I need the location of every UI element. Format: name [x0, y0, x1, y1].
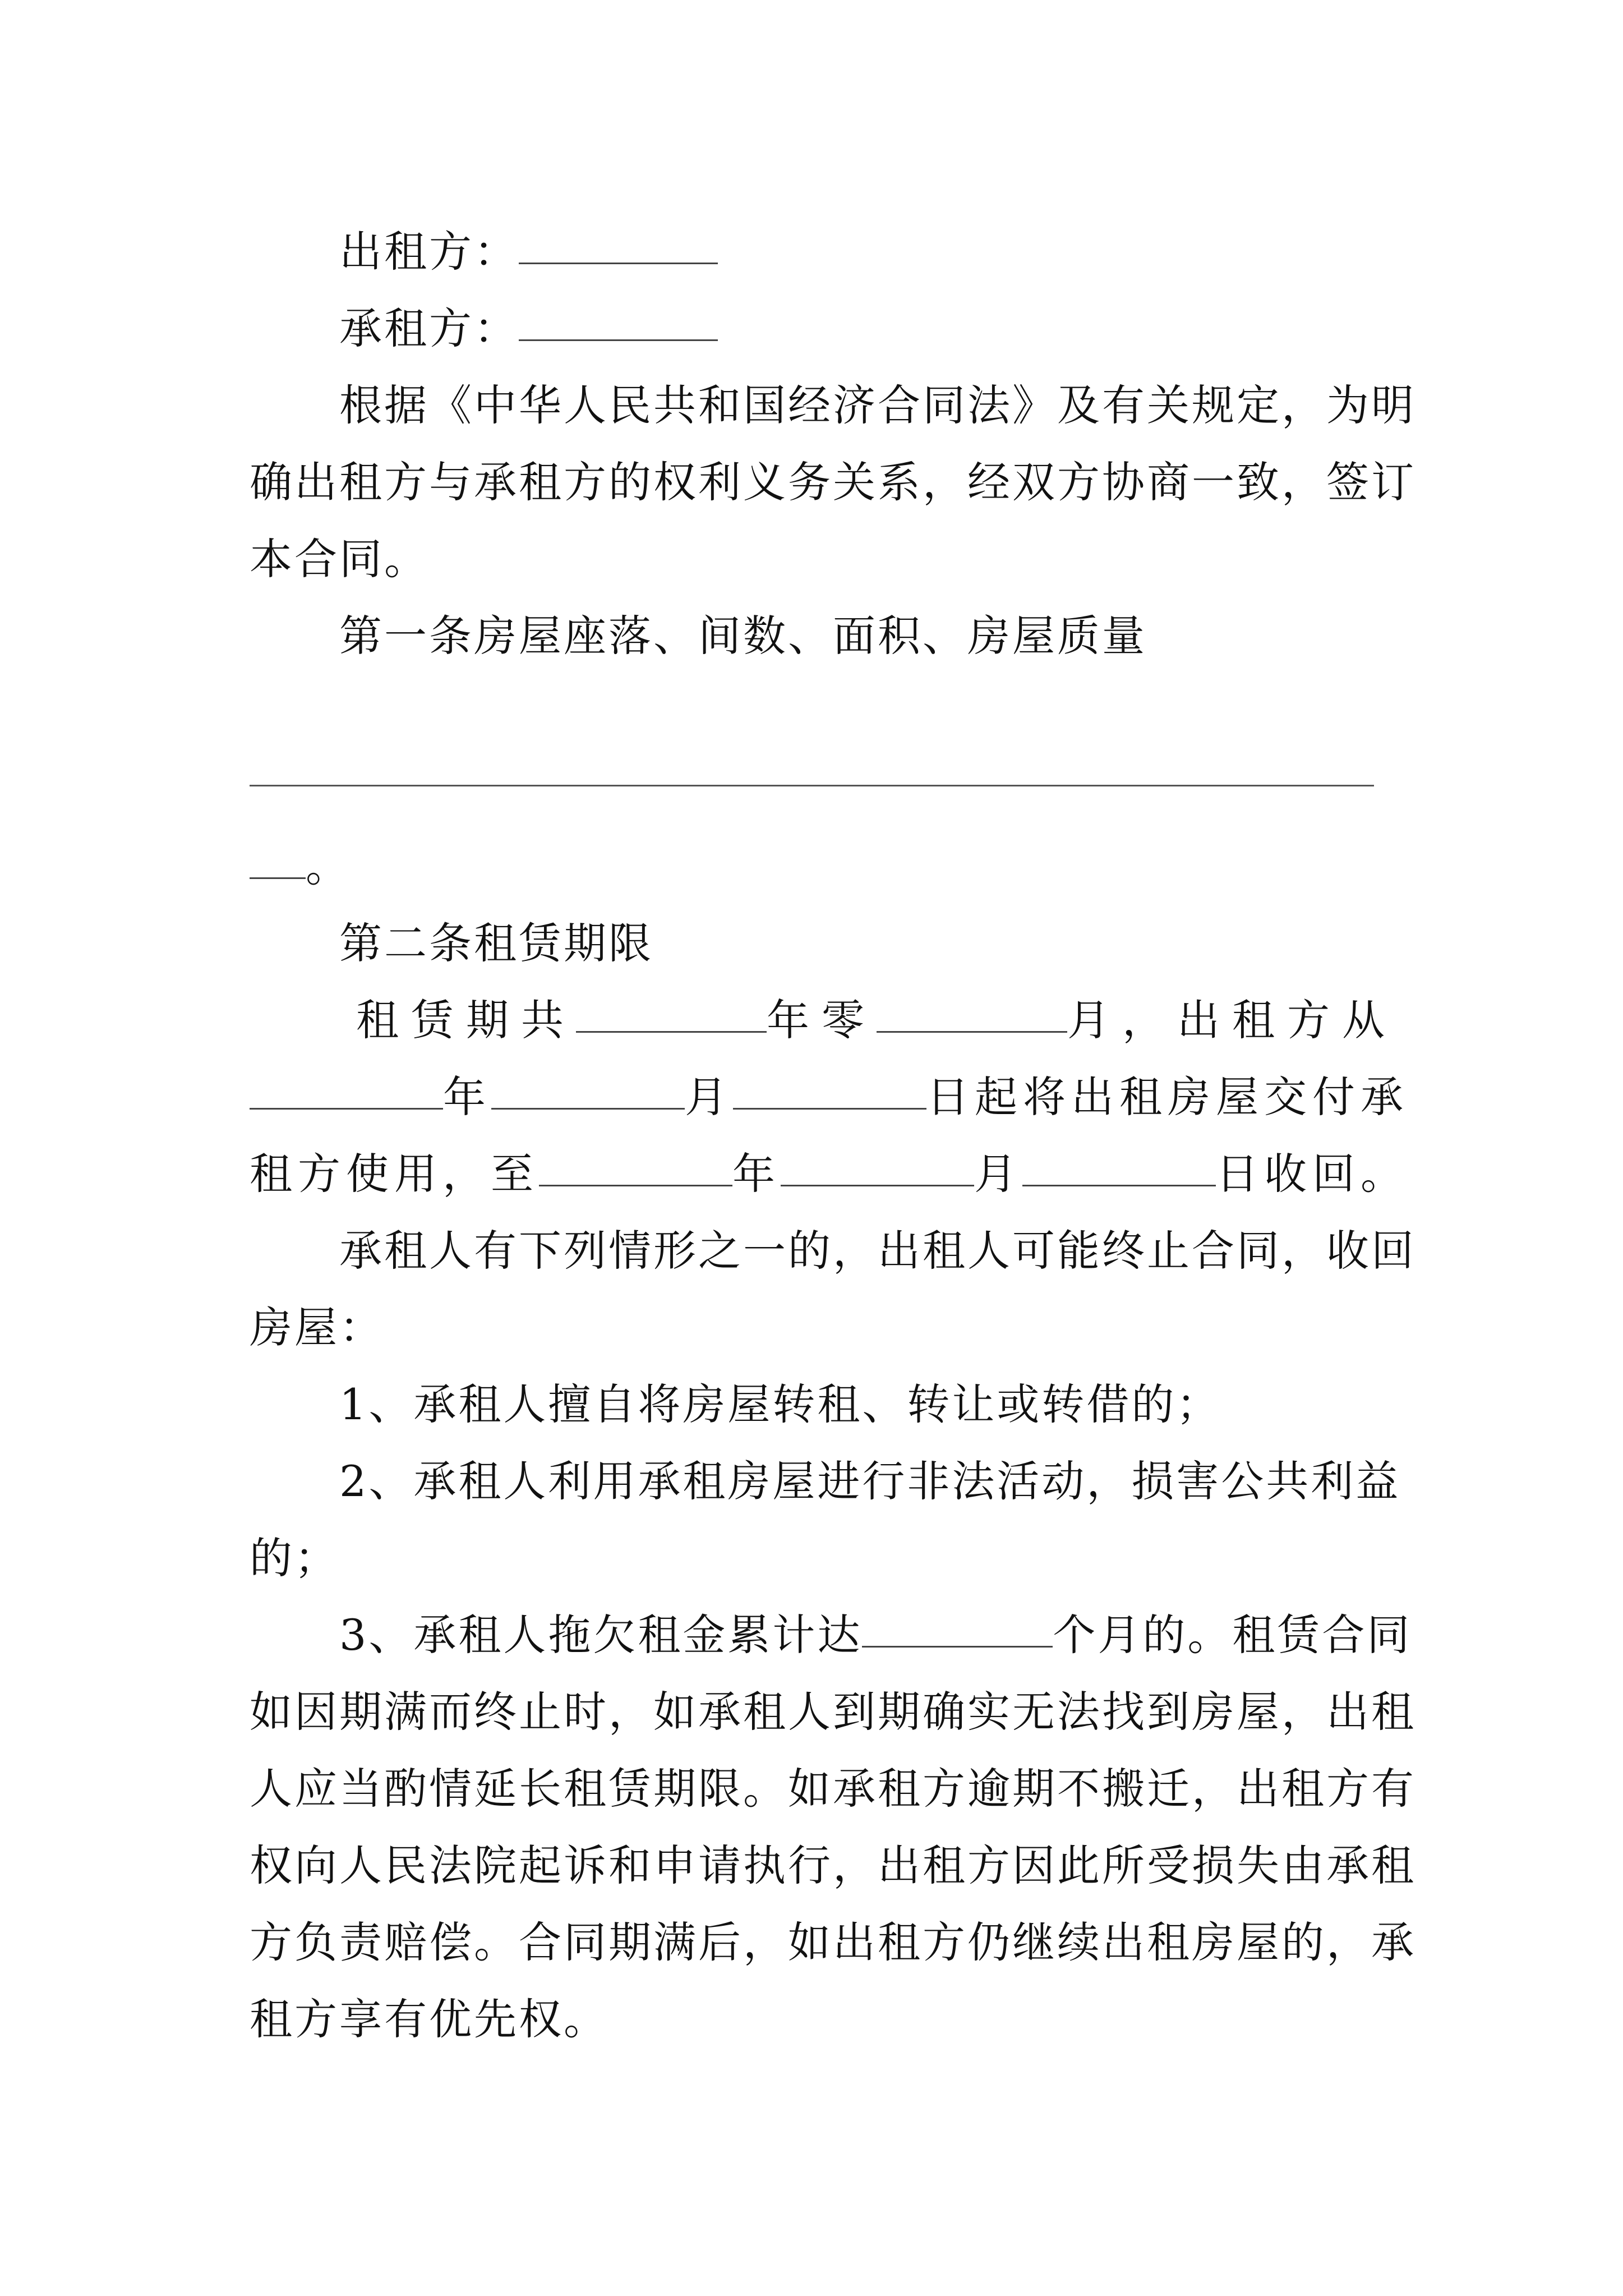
article-1-title: 第一条房屋座落、间数、面积、房屋质量: [339, 611, 1147, 661]
end-day-blank: [1022, 1151, 1216, 1186]
lessor-blank: [519, 229, 718, 264]
termination-item-2-line-1: 2、承租人利用承租房屋进行非法活动，损害公共利益: [339, 1456, 1401, 1506]
termination-item-2-line-2: 的；: [250, 1533, 339, 1583]
lease-term-text: 年: [732, 1149, 781, 1199]
years-blank: [576, 997, 767, 1033]
blank-space: [250, 674, 1394, 751]
paragraph-line: 人应当酌情延长租赁期限。如承租方逾期不搬迁，出租方有: [250, 1764, 1416, 1814]
article-1-fill-line: [250, 751, 1394, 828]
start-day-blank: [733, 1074, 926, 1110]
lease-term-line-1: [250, 982, 1397, 1059]
document-body: [250, 213, 1416, 2058]
intro-line-3: 本合同。: [250, 534, 429, 584]
end-month-blank: [781, 1151, 974, 1186]
lease-term-text: 月，出租方从: [1067, 995, 1397, 1045]
item-3-text: 3、承租人拖欠租金累计达: [339, 1610, 863, 1660]
lease-term-text: 租方使用，至: [250, 1149, 539, 1199]
termination-line-2: 房屋：: [250, 1303, 384, 1352]
fill-rule: [250, 785, 1374, 786]
termination-item-1: 1、承租人擅自将房屋转租、转让或转借的；: [339, 1379, 1221, 1429]
lessee-line: [250, 290, 1394, 367]
lessee-label: 承租方：: [339, 303, 519, 353]
lease-term-line-2: [250, 1059, 1409, 1135]
intro-line-1: 根据《中华人民共和国经济合同法》及有关规定，为明: [339, 380, 1416, 430]
paragraph-line: 租方享有优先权。: [250, 1994, 608, 2044]
arrears-months-blank: [862, 1612, 1053, 1648]
lease-term-text: 年零: [767, 995, 877, 1045]
tail-punct: 。: [306, 841, 351, 891]
start-month-blank: [491, 1074, 685, 1110]
lease-term-text: 年: [443, 1072, 491, 1122]
article-2-title: 第二条租赁期限: [339, 918, 653, 968]
tail-blank: [250, 844, 306, 879]
lessor-label: 出租方：: [339, 227, 519, 277]
start-year-blank: [250, 1074, 443, 1110]
lease-term-text: 租赁期共: [356, 995, 576, 1045]
item-3-text: 个月的。租赁合同: [1053, 1610, 1412, 1660]
lessee-blank: [519, 306, 718, 341]
end-year-blank: [539, 1151, 732, 1186]
paragraph-line: 如因期满而终止时，如承租人到期确实无法找到房屋，出租: [250, 1687, 1416, 1737]
article-1-tail-line: [250, 828, 1394, 905]
termination-item-3: [250, 1596, 1412, 1673]
lessor-line: [250, 213, 1394, 290]
paragraph-line: 方负责赔偿。合同期满后，如出租方仍继续出租房屋的，承: [250, 1917, 1416, 1967]
lease-term-text: 月: [685, 1072, 733, 1122]
intro-line-2: 确出租方与承租方的权利义务关系，经双方协商一致，签订: [250, 457, 1416, 507]
months-blank: [877, 997, 1067, 1033]
lease-term-line-3: [250, 1135, 1409, 1212]
termination-line-1: 承租人有下列情形之一的，出租人可能终止合同，收回: [339, 1226, 1416, 1276]
lease-term-text: 月: [974, 1149, 1022, 1199]
lease-term-text: 日起将出租房屋交付承: [926, 1072, 1409, 1122]
paragraph-line: 权向人民法院起诉和申请执行，出租方因此所受损失由承租: [250, 1841, 1416, 1890]
lease-term-text: 日收回。: [1216, 1149, 1409, 1199]
